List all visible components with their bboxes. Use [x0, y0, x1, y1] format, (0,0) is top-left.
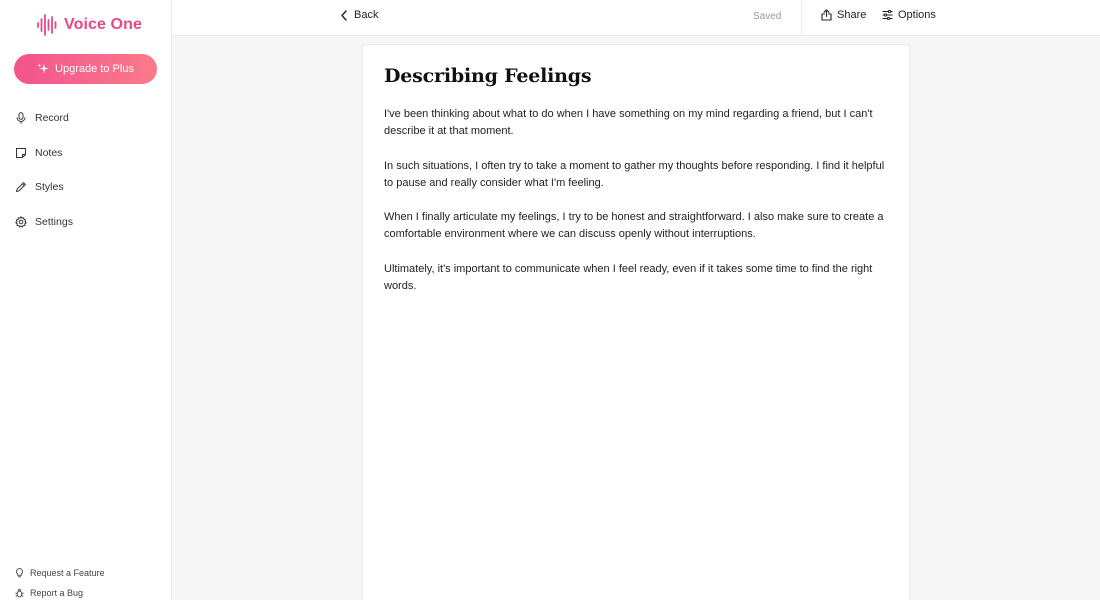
top-bar — [172, 0, 1100, 36]
chevron-left-icon — [340, 10, 348, 21]
note-paragraph[interactable]: Ultimately, it's important to communicate when I feel ready, even if it takes some time to find the right words. — [384, 262, 873, 293]
note-title[interactable]: Describing Feelings — [384, 65, 592, 87]
note-document[interactable] — [362, 44, 910, 600]
topbar-divider — [801, 0, 802, 36]
sidebar-item-label: Record — [35, 112, 69, 124]
options-sliders-icon — [882, 10, 893, 20]
bug-icon — [15, 588, 24, 598]
gear-icon — [15, 216, 27, 228]
share-label: Share — [837, 9, 867, 21]
sidebar-item-styles[interactable] — [0, 177, 172, 197]
sparkle-icon — [37, 63, 49, 75]
note-paragraph[interactable]: I've been thinking about what to do when I have something on my mind regarding a friend, but I can't describe it at that moment. — [384, 108, 873, 138]
sidebar-item-label: Settings — [35, 215, 73, 228]
save-status: Saved — [753, 11, 782, 22]
options-button[interactable] — [882, 9, 936, 21]
sidebar-item-label: Notes — [35, 146, 63, 159]
pen-icon — [15, 181, 27, 193]
note-paragraph[interactable]: When I finally articulate my feelings, I try to be honest and straightforward. I also make sure to create a comfortable environment where we can discuss openly without interruptions. — [384, 211, 884, 241]
sidebar — [0, 0, 172, 600]
microphone-icon — [15, 112, 27, 124]
share-icon — [821, 9, 832, 21]
footer-link-label: Request a Feature — [30, 568, 105, 578]
options-label: Options — [898, 9, 936, 21]
sidebar-item-settings[interactable] — [0, 212, 172, 232]
sidebar-item-notes[interactable] — [0, 143, 172, 163]
note-paragraph[interactable]: In such situations, I often try to take a moment to gather my thoughts before responding. I find it helpful to pause and really consider what I'm feeling. — [384, 159, 885, 189]
lightbulb-icon — [15, 568, 24, 578]
back-label: Back — [354, 9, 379, 21]
sidebar-item-record[interactable] — [0, 108, 172, 128]
sidebar-footer — [15, 566, 105, 600]
upgrade-label: Upgrade to Plus — [55, 63, 134, 75]
note-icon — [15, 147, 27, 159]
request-feature-link[interactable] — [15, 566, 105, 580]
app-logo[interactable] — [36, 13, 142, 37]
back-button[interactable] — [340, 9, 378, 21]
app-name: Voice One — [64, 16, 142, 33]
report-bug-link[interactable] — [15, 586, 105, 600]
waveform-icon — [36, 13, 58, 37]
share-button[interactable] — [821, 9, 866, 21]
upgrade-button[interactable] — [14, 54, 157, 84]
sidebar-nav — [0, 108, 172, 246]
footer-link-label: Report a Bug — [30, 587, 84, 598]
sidebar-item-label: Styles — [35, 181, 64, 193]
